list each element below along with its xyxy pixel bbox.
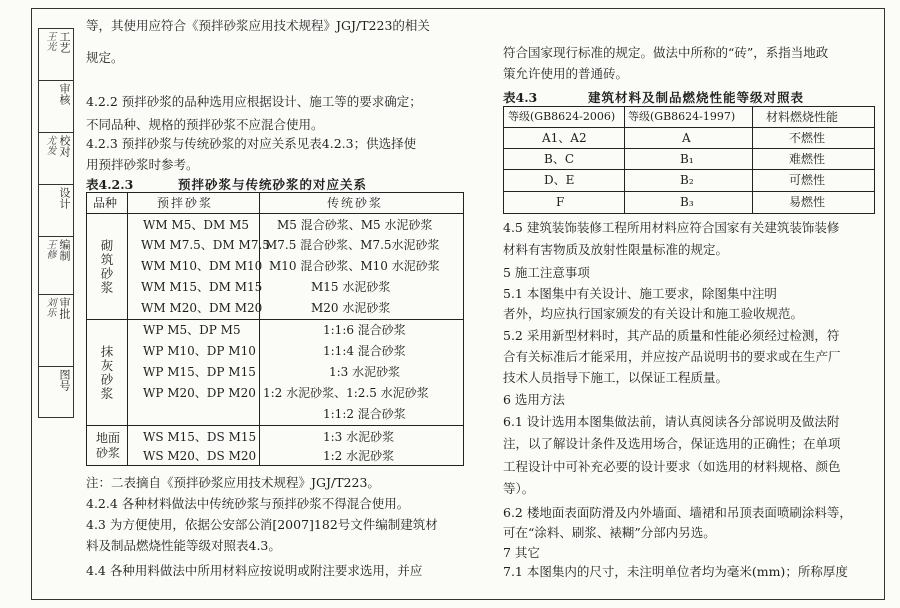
paragraph-line: 规定。: [86, 50, 124, 65]
table-cell: M7.5 混合砂浆、M7.5水泥砂浆: [265, 238, 440, 252]
table-cell: B、C: [544, 152, 575, 166]
paragraph-line: 材料有害物质及放射性限量标准的规定。: [503, 242, 729, 257]
signature: 王光: [44, 31, 55, 51]
paragraph-line: 符合国家现行标准的规定。做法中所称的“砖”，系指当地政: [503, 45, 829, 60]
table-cell: 可燃性: [789, 173, 826, 187]
paragraph-line: 者外，均应执行国家颁发的有关设计和施工验收规范。: [503, 306, 804, 321]
table-cell: WS M15、DS M15: [143, 430, 257, 444]
title-block-cell: [39, 81, 73, 133]
paragraph-line: 策允许使用的普通砖。: [503, 66, 629, 81]
paragraph-line: 6.2 楼地面表面防滑及内外墙面、墙裙和吊顶表面喷刷涂料等，: [503, 505, 852, 520]
table-cell: B₃: [680, 195, 694, 209]
title-block-label: 审批: [58, 297, 71, 319]
paragraph-line: 4.2.2 预拌砂浆的品种选用应根据设计、施工等的要求确定；: [86, 94, 422, 109]
table-cell: WP M15、DP M15: [143, 365, 256, 379]
table-cell: M10 混合砂浆、M10 水泥砂浆: [269, 259, 440, 273]
signature: 尤发: [44, 135, 55, 155]
section-heading: 7 其它: [503, 545, 540, 560]
title-block-cell: [39, 367, 73, 417]
title-block-label: 编制: [58, 239, 71, 261]
table-cell: 1:3 水泥砂浆: [323, 430, 395, 444]
table-header: 材料燃烧性能: [766, 110, 839, 124]
table-cell: 1:1:4 混合砂浆: [323, 344, 406, 358]
paragraph-line: 可在“涂料、刷浆、裱糊”分部内另选。: [503, 525, 716, 540]
table-cell: WP M5、DP M5: [143, 323, 241, 337]
paragraph-line: 6.1 设计选用本图集做法前，请认真阅读各分部说明及做法附: [503, 414, 840, 429]
table-cell: WM M15、DM M15: [141, 280, 263, 294]
title-block-label: 图号: [58, 369, 71, 391]
table-cell: D、E: [544, 173, 575, 187]
paragraph-line: 4.4 各种用料做法中所用材料应按说明或附注要求选用，并应: [86, 563, 423, 578]
title-block-label: 审核: [58, 83, 71, 105]
table-cell: B₁: [680, 152, 694, 166]
table-rule: [504, 148, 874, 149]
paragraph-line: 等）。: [503, 481, 535, 496]
table-cell: 易燃性: [789, 195, 826, 209]
table-cell: M15 水泥砂浆: [311, 280, 391, 294]
title-block-cell: [39, 185, 73, 237]
paragraph-line: 4.2.3 预拌砂浆与传统砂浆的对应关系见表4.2.3；供选择使: [86, 136, 417, 151]
table-cell: 1:3 水泥砂浆: [329, 365, 401, 379]
table-cell: 不燃性: [789, 131, 826, 145]
paragraph-line: 5.2 采用新型材料时，其产品的质量和性能必须经过检测，符: [503, 328, 840, 343]
table-rule: [504, 127, 874, 128]
title-block-label: 校对: [58, 135, 71, 157]
table-caption: 预拌砂浆与传统砂浆的对应关系: [178, 177, 368, 192]
table-rule: [504, 191, 874, 192]
paragraph-line: 技术人员指导下施工，以保证工程质量。: [503, 370, 729, 385]
table-cell: 1:2 水泥砂浆、1:2.5 水泥砂浆: [263, 386, 429, 400]
table-caption-number: 表4.3: [503, 90, 538, 105]
table-rule: [752, 107, 753, 213]
table-header: 预拌砂浆: [157, 196, 214, 210]
table-rule: [87, 213, 463, 214]
table-rule: [127, 193, 128, 465]
section-heading: 5 施工注意事项: [503, 265, 590, 280]
table-cell: WM M20、DM M20: [141, 301, 263, 315]
table-cell: 难燃性: [789, 152, 826, 166]
signature: 刘乐: [44, 297, 55, 317]
paragraph-line: 不同品种、规格的预拌砂浆不应混合使用。: [86, 117, 324, 132]
table-cell: B₂: [680, 173, 694, 187]
table-cell: WS M20、DS M20: [143, 449, 257, 463]
title-block-cell: [39, 29, 73, 81]
paragraph-line: 合有关标准后才能采用，并应按产品说明书的要求或在生产厂: [503, 349, 841, 364]
title-block-label: 工艺: [58, 31, 71, 53]
paragraph-line: 等，其使用应符合《预拌砂浆应用技术规程》JGJ/T223的相关: [86, 18, 430, 33]
table-cell: A1、A2: [542, 131, 587, 145]
table-rule: [504, 169, 874, 170]
paragraph-line: 4.2.4 各种材料做法中传统砂浆与预拌砂浆不得混合使用。: [86, 496, 410, 511]
table-cell: A: [682, 131, 691, 145]
table-note: 注：二表摘自《预拌砂浆应用技术规程》JGJ/T223。: [86, 475, 380, 490]
table-cell: WP M20、DP M20: [143, 386, 256, 400]
title-block-cell: [39, 237, 73, 295]
table-cell: M5 混合砂浆、M5 水泥砂浆: [277, 218, 433, 232]
table-cell: 1:1:2 混合砂浆: [323, 407, 406, 421]
table-cell: WM M5、DM M5: [143, 218, 250, 232]
table-rule: [87, 425, 463, 426]
paragraph-line: 料及制品燃烧性能等级对照表4.3。: [86, 538, 281, 553]
table-group-label: 抹灰砂浆: [100, 344, 114, 401]
paragraph-line: 用预拌砂浆时参考。: [86, 157, 199, 172]
table-cell: 1:1:6 混合砂浆: [323, 323, 406, 337]
table-group-label: 地面砂浆: [95, 431, 120, 460]
table-rule: [259, 193, 260, 465]
table-cell: F: [556, 195, 565, 209]
fire-rating-table: [503, 106, 875, 214]
paragraph-line: 4.3 为方便使用，依据公安部公消[2007]182号文件编制建筑材: [86, 517, 438, 532]
table-cell: 1:2 水泥砂浆: [323, 449, 395, 463]
table-rule: [87, 319, 463, 320]
table-header: 传统砂浆: [327, 196, 384, 210]
table-rule: [624, 107, 625, 213]
table-cell: M20 水泥砂浆: [311, 301, 391, 315]
table-cell: WM M10、DM M10: [141, 259, 263, 273]
signature: 王修: [44, 239, 55, 259]
paragraph-line: 5.1 本图集中有关设计、施工要求，除图集中注明: [503, 286, 777, 301]
paragraph-line: 工程设计中可补充必要的设计要求（如选用的材料规格、颜色: [503, 459, 841, 474]
title-block-cell: [39, 295, 73, 367]
table-header: 等级(GB8624-1997): [628, 110, 736, 123]
paragraph-line: 4.5 建筑装饰装修工程所用材料应符合国家有关建筑装饰装修: [503, 220, 840, 235]
table-group-label: 砌筑砂浆: [100, 238, 114, 295]
table-header: 等级(GB8624-2006): [508, 110, 616, 123]
title-block: [38, 28, 74, 418]
table-caption-number: 表4.2.3: [86, 177, 134, 192]
paragraph-line: 7.1 本图集内的尺寸，未注明单位者均为毫米(mm)；所称厚度: [503, 564, 848, 579]
table-caption: 建筑材料及制品燃烧性能等级对照表: [588, 90, 805, 105]
mortar-table: [86, 192, 464, 466]
table-header: 品种: [93, 196, 118, 210]
table-cell: WM M7.5、DM M7.5: [141, 238, 270, 252]
section-heading: 6 选用方法: [503, 392, 565, 407]
title-block-cell: [39, 133, 73, 185]
paragraph-line: 注，以了解设计条件及选用场合，保证选用的正确性；在单项: [503, 436, 841, 451]
title-block-label: 设计: [58, 187, 71, 209]
table-cell: WP M10、DP M10: [143, 344, 256, 358]
